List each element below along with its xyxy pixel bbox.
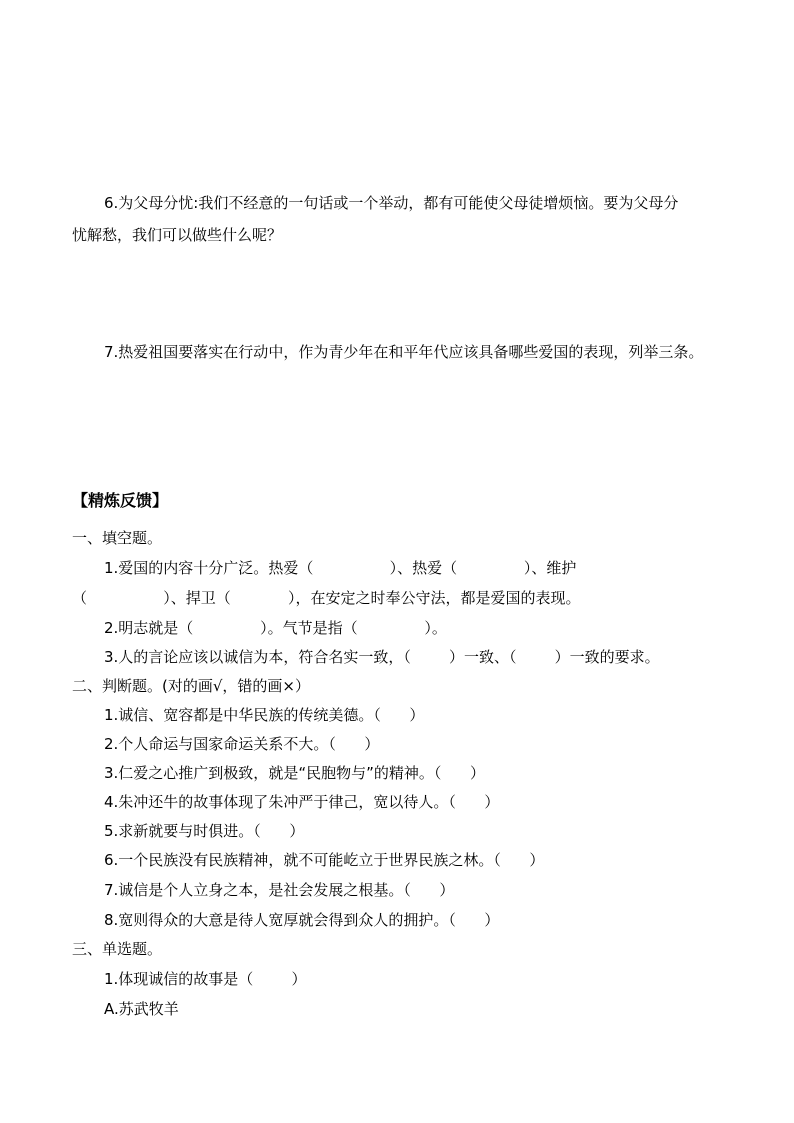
judge-item: 7.诚信是个人立身之本，是社会发展之根基。（ ） [104,881,455,899]
question-6-line-2: 忧解愁，我们可以做些什么呢？ [72,226,283,244]
judge-item: 2.个人命运与国家命运关系不大。（ ） [104,735,380,753]
judge-item: 3.仁爱之心推广到极致，就是“民胞物与”的精神。（ ） [104,764,485,782]
fill-blank-item: （ ）、捍卫（ ），在安定之时奉公守法，都是爱国的表现。 [72,589,581,607]
fill-blank-item: 3.人的言论应该以诚信为本，符合名实一致，（ ）一致、（ ）一致的要求。 [104,648,660,666]
judge-item: 8.宽则得众的大意是待人宽厚就会得到众人的拥护。（ ） [104,911,500,929]
single-choice-header: 三、单选题。 [72,940,163,958]
fill-blank-item: 2.明志就是（ ）。气节是指（ ）。 [104,619,447,637]
fill-blank-item: 1.爱国的内容十分广泛。热爱（ ）、热爱（ ）、维护 [104,559,577,577]
section-title: 【精炼反馈】 [72,491,169,510]
single-choice-item: 1.体现诚信的故事是（ ） [104,970,307,988]
question-6-line-1: 6.为父母分忧:我们不经意的一句话或一个举动，都有可能使父母徒增烦恼。要为父母分 [104,194,679,212]
judge-item: 1.诚信、宽容都是中华民族的传统美德。（ ） [104,706,425,724]
single-choice-option: A.苏武牧羊 [104,1000,179,1018]
question-7: 7.热爱祖国要落实在行动中，作为青少年在和平年代应该具备哪些爱国的表现，列举三条。 [104,343,704,361]
judge-item: 5.求新就要与时俱进。（ ） [104,822,305,840]
judge-item: 4.朱冲还牛的故事体现了朱冲严于律己，宽以待人。（ ） [104,793,500,811]
judge-header: 二、判断题。(对的画√，错的画×） [72,677,310,695]
fill-blank-header: 一、填空题。 [72,529,163,547]
judge-item: 6.一个民族没有民族精神，就不可能屹立于世界民族之林。（ ） [104,851,545,869]
